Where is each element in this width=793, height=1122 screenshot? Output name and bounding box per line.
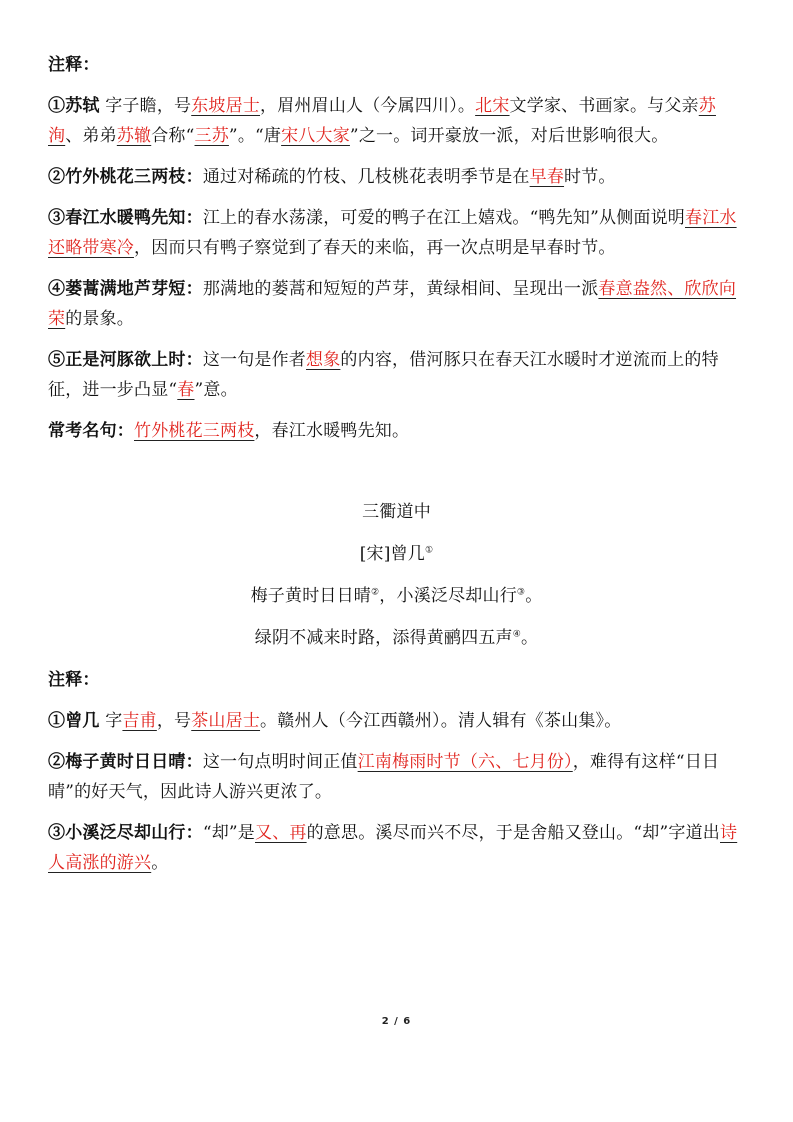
key-point: 竹外桃花三两枝 <box>134 421 255 441</box>
key-point: 苏辙 <box>116 126 152 146</box>
note-term: ④蒌蒿满地芦芽短： <box>48 279 203 299</box>
key-point: 春意盎然、欣欣向荣 <box>48 279 737 329</box>
key-point: 北宋 <box>475 96 510 116</box>
notes-heading-2: 注释： <box>48 670 100 690</box>
note-text: 、弟弟 <box>65 126 117 146</box>
note-term: ①曾几 <box>48 711 100 731</box>
key-point: 诗人高涨的游兴 <box>48 823 738 873</box>
note-text: 。赣州人（今江西赣州）。清人辑有《茶山集》。 <box>260 711 622 731</box>
note-3 <box>48 203 745 263</box>
poem-author <box>48 539 745 569</box>
poem-title: 三衢道中 <box>362 502 431 522</box>
note-text: ，春江水暖鸭先知。 <box>254 421 410 441</box>
poem-line-1 <box>48 581 745 611</box>
key-point: 又、再 <box>255 823 307 843</box>
note-2-2 <box>48 747 745 807</box>
key-point: 早春 <box>529 167 565 187</box>
note-text: 江上的春水荡漾，可爱的鸭子在江上嬉戏。“鸭先知”从侧面说明 <box>202 208 685 228</box>
note-text: ”之一。词开豪放一派，对后世影响很大。 <box>349 126 669 146</box>
note-term: ②梅子黄时日日晴： <box>48 752 203 772</box>
note-text: ，因而只有鸭子察觉到了春天的来临，再一次点明是早春时节。 <box>134 238 616 258</box>
note-text: ，号 <box>156 711 192 731</box>
famous-line <box>48 416 745 446</box>
page-content <box>48 50 745 889</box>
note-text: 这一句点明时间正值 <box>202 752 358 772</box>
section-gap <box>48 457 745 497</box>
note-term: ⑤正是河豚欲上时： <box>48 350 203 370</box>
note-text: 通过对稀疏的竹枝、几枝桃花表明季节是在 <box>202 167 530 187</box>
key-point: 东坡居士 <box>191 96 261 116</box>
key-point: 想象 <box>306 350 341 370</box>
footnote-mark: ② <box>371 587 380 598</box>
note-term: ②竹外桃花三两枝： <box>48 167 203 187</box>
note-4 <box>48 274 745 334</box>
key-point: 三苏 <box>194 126 229 146</box>
page-number: 2 / 6 <box>381 1016 412 1027</box>
key-point: 春 <box>177 380 195 400</box>
note-text: 那满地的蒌蒿和短短的芦芽，黄绿相间、呈现出一派 <box>202 279 599 299</box>
famous-label: 常考名句： <box>48 421 134 441</box>
note-text: ”。“唐 <box>228 126 282 146</box>
note-text: “却”是 <box>202 823 255 843</box>
note-2 <box>48 162 745 192</box>
footnote-mark: ③ <box>516 587 526 598</box>
note-text: 文学家、书画家。与父亲 <box>509 96 699 116</box>
note-text: 的景象。 <box>65 309 135 329</box>
note-text: 字子瞻，号 <box>99 96 192 116</box>
note-5 <box>48 345 745 405</box>
verse-text: ，小溪泛尽却山行 <box>379 586 517 606</box>
footnote-mark: ① <box>424 545 434 556</box>
verse-text: 。 <box>525 586 543 606</box>
key-point: 春江水还略带寒冷 <box>48 208 737 258</box>
note-text: 字 <box>99 711 123 731</box>
note-text: 的内容，借河豚只在春天江水暖时才逆流而上的特征，进一步凸显“ <box>48 350 719 400</box>
note-text: ”意。 <box>194 380 238 400</box>
note-text: 时节。 <box>564 167 616 187</box>
notes-heading: 注释： <box>48 55 100 75</box>
note-text: ，眉州眉山人（今属四川）。 <box>260 96 476 116</box>
author-name: [宋]曾几 <box>359 544 425 564</box>
note-term: ③春江水暖鸭先知： <box>48 208 203 228</box>
note-text: 的意思。溪尽而兴不尽，于是舍船又登山。“却”字道出 <box>306 823 720 843</box>
note-text: 。 <box>151 853 169 873</box>
note-1 <box>48 91 745 151</box>
note-text: 这一句是作者 <box>202 350 307 370</box>
key-point: 茶山居士 <box>191 711 261 731</box>
key-point: 苏洵 <box>48 96 716 146</box>
verse-text: 梅子黄时日日晴 <box>250 586 372 606</box>
poem-line-2 <box>48 623 745 653</box>
note-2-3 <box>48 818 745 878</box>
note-2-1 <box>48 706 745 736</box>
note-text: ，难得有这样“日日晴”的好天气，因此诗人游兴更浓了。 <box>48 752 720 802</box>
footnote-mark: ④ <box>512 629 522 640</box>
key-point: 吉甫 <box>122 711 157 731</box>
note-term: ①苏轼 <box>48 96 100 116</box>
note-text: 合称“ <box>151 126 195 146</box>
key-point: 宋八大家 <box>281 126 350 146</box>
key-point: 江南梅雨时节（六、七月份） <box>357 752 573 772</box>
verse-text: 绿阴不减来时路，添得黄鹂四五声 <box>254 628 513 648</box>
verse-text: 。 <box>521 628 539 648</box>
note-term: ③小溪泛尽却山行： <box>48 823 203 843</box>
